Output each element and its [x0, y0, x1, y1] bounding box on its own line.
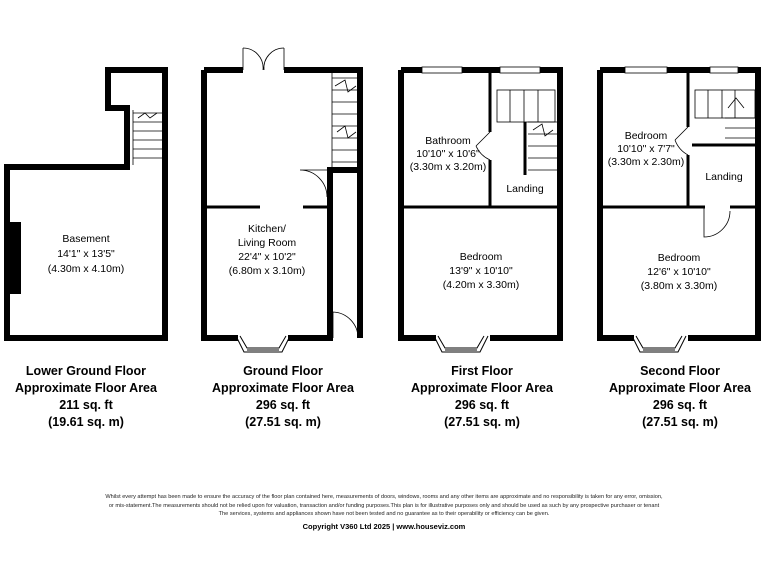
floor-area-label: Approximate Floor Area	[609, 381, 751, 395]
second-bedroom-metric: (3.80m x 3.30m)	[640, 280, 718, 292]
kitchen-imperial: 22'4" x 10'2"	[238, 251, 296, 263]
floor-area-sqm: (27.51 sq. m)	[444, 415, 520, 429]
first-landing-name: Landing	[506, 183, 544, 195]
bathroom-metric: (3.30m x 3.20m)	[409, 161, 487, 173]
second-floor-stairs	[695, 90, 755, 138]
second-small-bedroom-metric: (3.30m x 2.30m)	[607, 156, 685, 168]
second-small-bedroom-imperial: 10'10" x 7'7"	[617, 143, 675, 155]
floor-name: First Floor	[451, 364, 513, 378]
copyright: Copyright V360 Ltd 2025 | www.houseviz.com	[302, 522, 466, 531]
bathroom-name: Bathroom	[425, 135, 471, 147]
ground-bay-window	[236, 336, 290, 352]
floor-area-sqft: 296 sq. ft	[255, 398, 311, 412]
second-floor-plan	[600, 67, 758, 352]
floor-name: Lower Ground Floor	[25, 364, 147, 378]
basement-metric: (4.30m x 4.10m)	[47, 263, 125, 275]
floor-area-sqm: (27.51 sq. m)	[642, 415, 718, 429]
floor-name: Second Floor	[640, 364, 720, 378]
floor-area-sqm: (19.61 sq. m)	[48, 415, 124, 429]
floor-area-sqft: 296 sq. ft	[652, 398, 708, 412]
disclaimer-line-1: Whilst every attempt has been made to ensure the accuracy of the floor plan contained here, measurements of doors, windows, rooms and any other items are approximate and no responsibility is taken for any error, omission,	[105, 494, 663, 500]
first-bay-window	[434, 336, 488, 352]
french-doors	[243, 48, 284, 70]
disclaimer-line-2: or mis-statement.The measurements should not be relied upon for valuation, transaction and/or funding purposes.This plan is for illustrative purposes only and should be used as such by any prospective purchaser or tenant	[108, 502, 660, 509]
first-floor-caption	[397, 363, 567, 431]
lower-ground-stairs	[133, 110, 162, 165]
disclaimer-line-3: The services, systems and appliances shown have not been tested and no guarantee as to their operability or efficiency can be given.	[218, 511, 550, 518]
fireplace	[7, 222, 21, 294]
kitchen-name-line2: Living Room	[237, 237, 297, 249]
floor-area-label: Approximate Floor Area	[411, 381, 553, 395]
lower-ground-walls	[7, 70, 165, 338]
floor-area-label: Approximate Floor Area	[15, 381, 157, 395]
ground-floor-caption	[198, 363, 368, 431]
first-bedroom-imperial: 13'9" x 10'10"	[449, 265, 513, 277]
second-floor-caption	[595, 363, 765, 431]
ground-floor-plan	[204, 48, 360, 352]
first-bedroom-metric: (4.20m x 3.30m)	[442, 279, 520, 291]
kitchen-name-line1: Kitchen/	[248, 223, 286, 235]
first-floor-stairs	[497, 90, 558, 170]
second-small-bedroom-name: Bedroom	[624, 130, 668, 142]
second-landing-name: Landing	[705, 171, 743, 183]
floor-area-label: Approximate Floor Area	[212, 381, 354, 395]
basement-name: Basement	[62, 233, 110, 245]
disclaimer	[20, 493, 748, 519]
floor-area-sqft: 211 sq. ft	[59, 398, 113, 412]
basement-imperial: 14'1" x 13'5"	[57, 248, 115, 260]
lower-ground-caption	[1, 363, 171, 431]
bathroom-imperial: 10'10" x 10'6"	[416, 148, 480, 160]
floor-area-sqm: (27.51 sq. m)	[245, 415, 321, 429]
second-bay-window	[632, 336, 686, 352]
first-bedroom-name: Bedroom	[459, 251, 503, 263]
first-floor-plan	[401, 67, 560, 352]
second-bedroom-name: Bedroom	[657, 252, 701, 264]
second-bedroom-imperial: 12'6" x 10'10"	[647, 266, 711, 278]
floor-area-sqft: 296 sq. ft	[454, 398, 510, 412]
lower-ground-floor-plan	[7, 70, 165, 338]
kitchen-metric: (6.80m x 3.10m)	[228, 265, 306, 277]
floor-name: Ground Floor	[243, 364, 323, 378]
ground-floor-stairs	[332, 73, 358, 168]
